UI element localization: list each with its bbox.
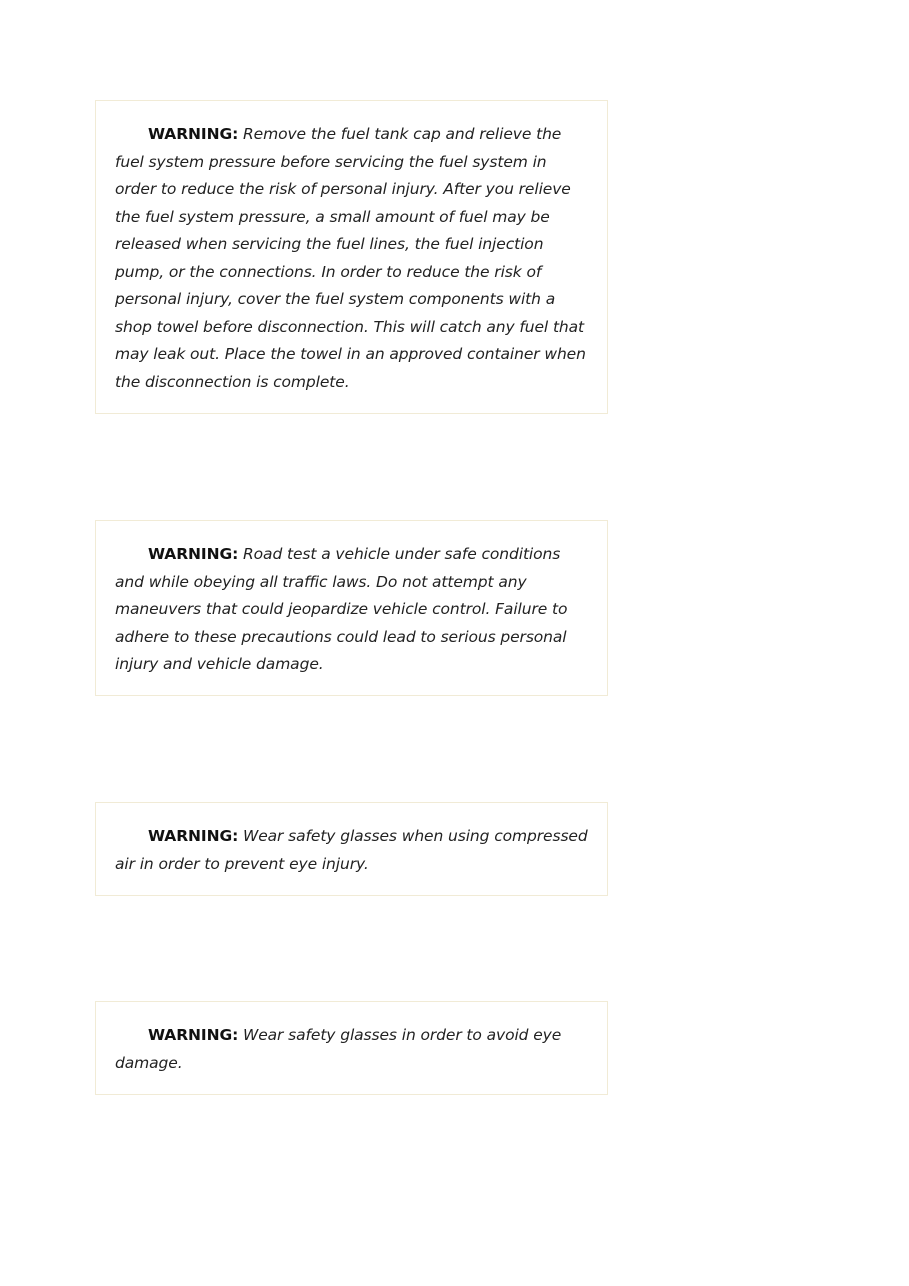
warning-paragraph xyxy=(115,541,591,679)
warning-body: Wear safety glasses when using compressed air in order to prevent eye injury. xyxy=(115,827,588,873)
warning-body: Wear safety glasses in order to avoid eye damage. xyxy=(115,1026,562,1072)
road-test-warning-box xyxy=(95,520,608,696)
warning-paragraph xyxy=(115,1022,591,1077)
fuel-system-warning-box xyxy=(95,100,608,414)
warning-label: WARNING: xyxy=(148,827,239,845)
warning-label: WARNING: xyxy=(148,1026,239,1044)
warning-paragraph xyxy=(115,823,591,878)
warning-body: Remove the fuel tank cap and relieve the fuel system pressure before servicing the fuel system in order to reduce the risk of personal injury. After you relieve the fuel system pressure, a small amount of fuel may be released when servicing the fuel lines, the fuel injection pump, or the connections. In order to reduce the risk of personal injury, cover the fuel system components with a shop towel before disconnection. This will catch any fuel that may leak out. Place the towel in an approved container when the disconnection is complete. xyxy=(115,125,586,391)
compressed-air-warning-box xyxy=(95,802,608,896)
warning-body: Road test a vehicle under safe conditions and while obeying all traffic laws. Do not attempt any maneuvers that could jeopardize vehicle control. Failure to adhere to these precautions could lead to serious personal injury and vehicle damage. xyxy=(115,545,568,673)
warning-label: WARNING: xyxy=(148,545,239,563)
safety-glasses-warning-box xyxy=(95,1001,608,1095)
warning-paragraph xyxy=(115,121,591,396)
warning-label: WARNING: xyxy=(148,125,239,143)
